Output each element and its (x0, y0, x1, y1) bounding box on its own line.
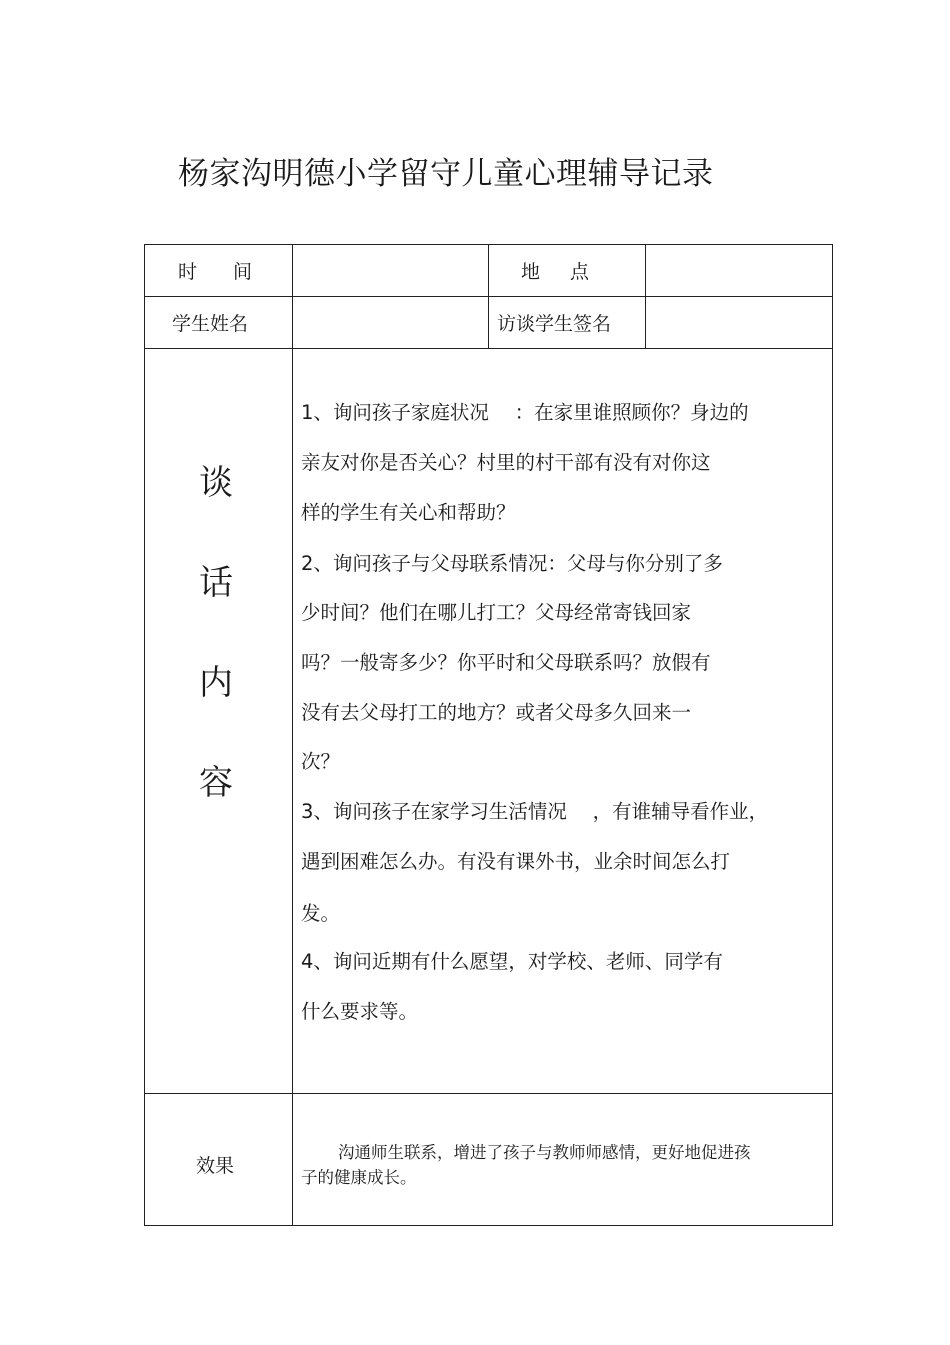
time-value[interactable] (300, 257, 480, 281)
effect-line-1: 沟通师生联系，增进了孩子与教师师感情，更好地促进孩 (338, 1143, 751, 1162)
content-line-7: 没有去父母打工的地方？或者父母多久回来一 (301, 701, 692, 724)
content-line-6: 吗？一般寄多少？你平时和父母联系吗？放假有 (301, 651, 711, 674)
effect-label: 效果 (196, 1155, 235, 1177)
record-table (144, 244, 833, 1226)
column-divider-3 (645, 244, 646, 348)
content-label-char-1: 谈 (199, 463, 233, 503)
content-label-char-3: 内 (199, 663, 233, 703)
time-label: 时间 (178, 261, 289, 283)
content-line-2: 亲友对你是否关心？村里的村干部有没有对你这 (301, 451, 711, 474)
page-title: 杨家沟明德小学留守儿童心理辅导记录 (178, 156, 714, 192)
row-divider-2 (144, 348, 833, 349)
content-line-9: 3、询问孩子在家学习生活情况 ，有谁辅导看作业， (301, 800, 769, 823)
signature-value[interactable] (655, 309, 825, 333)
content-line-10: 遇到困难怎么办。有没有课外书，业余时间怎么打 (301, 850, 731, 873)
column-divider-1 (292, 244, 293, 1226)
content-line-5: 少时间？他们在哪儿打工？父母经常寄钱回家 (301, 601, 692, 624)
content-line-8: 次？ (301, 750, 341, 773)
place-value[interactable] (655, 257, 825, 281)
content-line-11: 发。 (301, 902, 341, 925)
signature-label: 访谈学生签名 (497, 313, 612, 335)
content-line-1: 1、询问孩子家庭状况 ：在家里谁照顾你？身边的 (301, 401, 749, 424)
column-divider-2 (488, 244, 489, 348)
content-label-char-4: 容 (199, 763, 233, 803)
content-line-4: 2、询问孩子与父母联系情况：父母与你分别了多 (301, 552, 723, 575)
student-name-label: 学生姓名 (172, 313, 249, 335)
row-divider-3 (144, 1093, 833, 1094)
content-line-13: 什么要求等。 (301, 1000, 419, 1023)
content-label-char-2: 话 (199, 563, 233, 603)
content-line-12: 4、询问近期有什么愿望，对学校、老师、同学有 (301, 950, 723, 973)
effect-line-2: 子的健康成长。 (301, 1168, 417, 1187)
place-label: 地点 (521, 261, 620, 283)
content-line-3: 样的学生有关心和帮助？ (301, 501, 516, 524)
student-name-value[interactable] (300, 309, 480, 333)
